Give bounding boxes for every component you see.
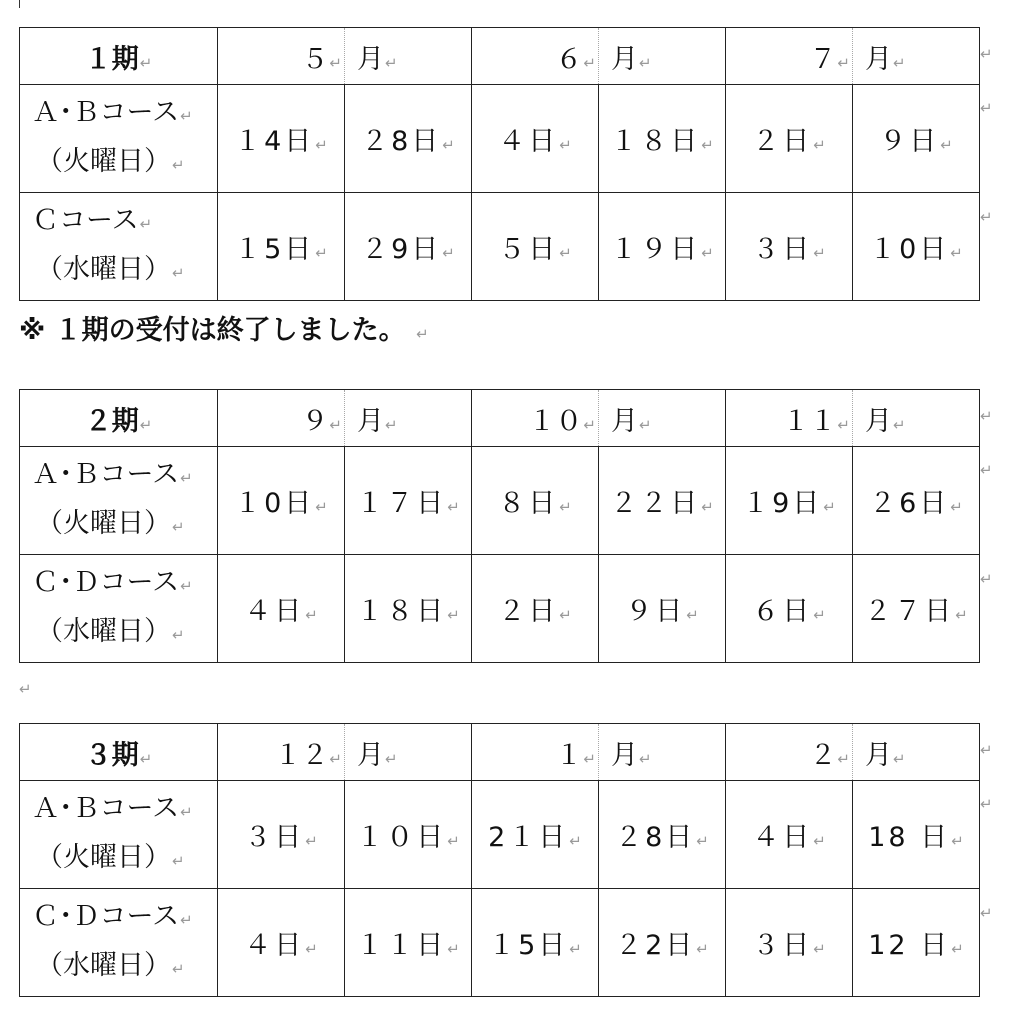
course-name: Ｃ･Ｄコース	[32, 900, 180, 932]
date-cell-text: ２9日	[361, 234, 442, 265]
date-cell	[472, 193, 599, 301]
month-unit-text: 月	[865, 405, 892, 437]
header-row	[20, 390, 980, 447]
cell-end-mark: ↵	[701, 136, 714, 154]
month-unit-text: 月	[357, 739, 384, 771]
empty-paragraph-mark: ↵	[19, 680, 32, 698]
month-number-text: ７	[809, 43, 837, 75]
date-cell	[345, 447, 472, 555]
month-unit-text: 月	[611, 739, 638, 771]
cell-end-mark: ↵	[893, 749, 906, 768]
row-end-mark: ↵	[980, 570, 993, 588]
month-unit	[853, 724, 980, 781]
cell-end-mark: ↵	[837, 415, 850, 434]
cell-end-mark: ↵	[305, 832, 318, 850]
cell-end-mark: ↵	[559, 606, 572, 624]
date-cell-text: ２2日	[615, 930, 696, 961]
date-cell-text: ９日	[879, 126, 940, 157]
date-cell	[853, 781, 980, 889]
date-cell-text: １１日	[356, 930, 447, 961]
date-cell	[599, 85, 726, 193]
cell-end-mark: ↵	[172, 155, 185, 174]
date-cell-text: ２２日	[610, 488, 701, 519]
note-text: ※ １期の受付は終了しました。	[19, 315, 406, 346]
period-label	[20, 724, 218, 781]
course-name: Ａ･Ｂコース	[32, 792, 180, 824]
month-number-text: １	[555, 739, 583, 771]
cell-end-mark: ↵	[639, 53, 652, 72]
date-cell-text: ４日	[244, 596, 305, 627]
cell-end-mark: ↵	[180, 468, 193, 487]
course-row	[20, 555, 980, 663]
date-cell-text: １0日	[234, 488, 315, 519]
cell-end-mark: ↵	[686, 606, 699, 624]
month-unit-text: 月	[357, 405, 384, 437]
month-number-text: ６	[555, 43, 583, 75]
period-label-text: ３期	[84, 739, 139, 771]
course-label	[20, 555, 218, 663]
cell-end-mark: ↵	[696, 832, 709, 850]
row-end-mark: ↵	[980, 99, 993, 117]
date-cell-text: １0日	[869, 234, 950, 265]
cell-end-mark: ↵	[172, 959, 185, 978]
cell-end-mark: ↵	[951, 832, 964, 850]
period-label	[20, 390, 218, 447]
cell-end-mark: ↵	[813, 940, 826, 958]
date-cell-text: ２8日	[361, 126, 442, 157]
cell-end-mark: ↵	[950, 498, 963, 516]
course-weekday: （火曜日）	[36, 841, 171, 873]
date-cell	[218, 447, 345, 555]
row-end-mark: ↵	[980, 741, 993, 759]
month-unit	[345, 390, 472, 447]
date-cell	[218, 85, 345, 193]
date-cell	[853, 447, 980, 555]
date-cell	[726, 447, 853, 555]
cell-end-mark: ↵	[893, 53, 906, 72]
cell-end-mark: ↵	[315, 136, 328, 154]
cell-end-mark: ↵	[893, 415, 906, 434]
date-cell	[218, 781, 345, 889]
period-label-text: １期	[84, 43, 139, 75]
cell-end-mark: ↵	[696, 940, 709, 958]
cell-end-mark: ↵	[442, 244, 455, 262]
month-number	[472, 724, 599, 781]
cell-end-mark: ↵	[180, 106, 193, 125]
date-cell-text: １９日	[610, 234, 701, 265]
cell-end-mark: ↵	[837, 53, 850, 72]
cell-end-mark: ↵	[813, 244, 826, 262]
date-cell-text: ４日	[752, 822, 813, 853]
cell-end-mark: ↵	[442, 136, 455, 154]
page-corner-mark	[19, 0, 20, 8]
course-weekday: （火曜日）	[36, 507, 171, 539]
cell-end-mark: ↵	[447, 940, 460, 958]
month-number	[472, 28, 599, 85]
date-cell-text: ３日	[244, 822, 305, 853]
course-name: Ａ･Ｂコース	[32, 458, 180, 490]
month-number-text: ５	[301, 43, 329, 75]
date-cell-text: １4日	[234, 126, 315, 157]
cell-end-mark: ↵	[172, 263, 185, 282]
course-label	[20, 781, 218, 889]
cell-end-mark: ↵	[559, 498, 572, 516]
cell-end-mark: ↵	[385, 415, 398, 434]
cell-end-mark: ↵	[950, 244, 963, 262]
course-name: Ｃコース	[32, 204, 139, 236]
month-number-text: １２	[274, 739, 329, 771]
cell-end-mark: ↵	[315, 498, 328, 516]
course-label	[20, 193, 218, 301]
date-cell-text: ２8日	[615, 822, 696, 853]
month-number-text: １１	[782, 405, 837, 437]
date-cell-text: 12 日	[868, 930, 951, 961]
course-row	[20, 781, 980, 889]
course-row	[20, 447, 980, 555]
date-cell	[599, 781, 726, 889]
cell-end-mark: ↵	[813, 136, 826, 154]
course-weekday: （火曜日）	[36, 145, 171, 177]
cell-end-mark: ↵	[180, 576, 193, 595]
course-weekday-line	[32, 501, 217, 550]
cell-end-mark: ↵	[559, 136, 572, 154]
date-cell-text: ６日	[752, 596, 813, 627]
row-end-mark: ↵	[980, 45, 993, 63]
date-cell	[726, 193, 853, 301]
cell-end-mark: ↵	[172, 625, 185, 644]
date-cell-text: ２日	[752, 126, 813, 157]
month-number	[218, 28, 345, 85]
course-name: Ａ･Ｂコース	[32, 96, 180, 128]
date-cell	[726, 85, 853, 193]
cell-end-mark: ↵	[139, 415, 153, 434]
month-number	[472, 390, 599, 447]
date-cell-text: １5日	[234, 234, 315, 265]
cell-end-mark: ↵	[559, 244, 572, 262]
cell-end-mark: ↵	[180, 910, 193, 929]
cell-end-mark: ↵	[385, 749, 398, 768]
cell-end-mark: ↵	[447, 498, 460, 516]
month-number	[726, 28, 853, 85]
cell-end-mark: ↵	[569, 832, 582, 850]
header-row	[20, 724, 980, 781]
cell-end-mark: ↵	[385, 53, 398, 72]
cell-end-mark: ↵	[583, 749, 596, 768]
date-cell	[599, 447, 726, 555]
cell-end-mark: ↵	[172, 851, 185, 870]
cell-end-mark: ↵	[583, 415, 596, 434]
cell-end-mark: ↵	[583, 53, 596, 72]
date-cell	[345, 555, 472, 663]
date-cell-text: 2１日	[488, 822, 569, 853]
date-cell-text: ９日	[625, 596, 686, 627]
date-cell-text: ２6日	[869, 488, 950, 519]
date-cell	[345, 85, 472, 193]
date-cell	[218, 555, 345, 663]
month-unit	[345, 28, 472, 85]
cell-end-mark: ↵	[447, 832, 460, 850]
date-cell	[472, 889, 599, 997]
cell-end-mark: ↵	[329, 415, 342, 434]
cell-end-mark: ↵	[305, 606, 318, 624]
cell-end-mark: ↵	[813, 832, 826, 850]
month-number-text: １０	[528, 405, 583, 437]
course-label	[20, 85, 218, 193]
month-unit-text: 月	[357, 43, 384, 75]
month-number-text: ９	[301, 405, 329, 437]
reception-closed-note	[19, 308, 429, 357]
course-weekday: （水曜日）	[36, 253, 171, 285]
cell-end-mark: ↵	[955, 606, 968, 624]
course-label	[20, 889, 218, 997]
date-cell	[853, 889, 980, 997]
course-weekday-line	[32, 139, 217, 188]
month-number-text: ２	[809, 739, 837, 771]
cell-end-mark: ↵	[837, 749, 850, 768]
row-end-mark: ↵	[980, 904, 993, 922]
cell-end-mark: ↵	[139, 53, 153, 72]
date-cell	[345, 193, 472, 301]
date-cell	[599, 889, 726, 997]
course-name: Ｃ･Ｄコース	[32, 566, 180, 598]
period-label-text: ２期	[84, 405, 139, 437]
cell-end-mark: ↵	[639, 749, 652, 768]
month-unit	[853, 28, 980, 85]
cell-end-mark: ↵	[639, 415, 652, 434]
date-cell	[472, 447, 599, 555]
date-cell-text: １０日	[356, 822, 447, 853]
course-row	[20, 85, 980, 193]
course-row	[20, 889, 980, 997]
date-cell	[853, 193, 980, 301]
date-cell-text: １８日	[356, 596, 447, 627]
date-cell-text: ８日	[498, 488, 559, 519]
date-cell	[345, 889, 472, 997]
date-cell-text: １5日	[488, 930, 569, 961]
date-cell	[472, 555, 599, 663]
header-row	[20, 28, 980, 85]
date-cell-text: ４日	[498, 126, 559, 157]
month-unit-text: 月	[611, 43, 638, 75]
cell-end-mark: ↵	[940, 136, 953, 154]
date-cell-text: 18 日	[868, 822, 951, 853]
date-cell-text: １9日	[742, 488, 823, 519]
course-weekday-line	[32, 943, 217, 992]
cell-end-mark: ↵	[329, 53, 342, 72]
date-cell-text: ５日	[498, 234, 559, 265]
cell-end-mark: ↵	[329, 749, 342, 768]
course-weekday-line	[32, 835, 217, 884]
date-cell	[345, 781, 472, 889]
month-unit	[345, 724, 472, 781]
date-cell-text: ３日	[752, 930, 813, 961]
row-end-mark: ↵	[980, 208, 993, 226]
date-cell	[853, 555, 980, 663]
schedule-table-period-2	[19, 389, 980, 663]
month-number	[218, 724, 345, 781]
cell-end-mark: ↵	[315, 244, 328, 262]
date-cell	[218, 193, 345, 301]
date-cell	[599, 555, 726, 663]
date-cell	[472, 85, 599, 193]
cell-end-mark: ↵	[305, 940, 318, 958]
date-cell	[218, 889, 345, 997]
month-unit	[599, 390, 726, 447]
course-row	[20, 193, 980, 301]
course-weekday-line	[32, 247, 217, 296]
month-number	[726, 390, 853, 447]
date-cell-text: １７日	[356, 488, 447, 519]
course-weekday-line	[32, 609, 217, 658]
course-weekday: （水曜日）	[36, 615, 171, 647]
month-unit	[599, 724, 726, 781]
date-cell	[853, 85, 980, 193]
cell-end-mark: ↵	[823, 498, 836, 516]
date-cell-text: ４日	[244, 930, 305, 961]
date-cell-text: ２日	[498, 596, 559, 627]
period-label	[20, 28, 218, 85]
cell-end-mark: ↵	[813, 606, 826, 624]
date-cell-text: ３日	[752, 234, 813, 265]
row-end-mark: ↵	[980, 461, 993, 479]
cell-end-mark: ↵	[172, 517, 185, 536]
cell-end-mark: ↵	[951, 940, 964, 958]
paragraph-mark: ↵	[416, 325, 429, 343]
date-cell	[726, 555, 853, 663]
date-cell-text: ２７日	[864, 596, 955, 627]
month-unit-text: 月	[865, 739, 892, 771]
cell-end-mark: ↵	[180, 802, 193, 821]
month-unit-text: 月	[865, 43, 892, 75]
date-cell	[726, 889, 853, 997]
date-cell	[599, 193, 726, 301]
cell-end-mark: ↵	[569, 940, 582, 958]
month-unit	[599, 28, 726, 85]
month-number	[726, 724, 853, 781]
cell-end-mark: ↵	[701, 244, 714, 262]
row-end-mark: ↵	[980, 795, 993, 813]
cell-end-mark: ↵	[139, 214, 153, 233]
course-weekday: （水曜日）	[36, 949, 171, 981]
cell-end-mark: ↵	[447, 606, 460, 624]
month-unit-text: 月	[611, 405, 638, 437]
month-number	[218, 390, 345, 447]
course-label	[20, 447, 218, 555]
date-cell	[726, 781, 853, 889]
row-end-mark: ↵	[980, 407, 993, 425]
month-unit	[853, 390, 980, 447]
schedule-table-period-3	[19, 723, 980, 997]
date-cell-text: １８日	[610, 126, 701, 157]
date-cell	[472, 781, 599, 889]
cell-end-mark: ↵	[139, 749, 153, 768]
schedule-table-period-1	[19, 27, 980, 301]
cell-end-mark: ↵	[701, 498, 714, 516]
